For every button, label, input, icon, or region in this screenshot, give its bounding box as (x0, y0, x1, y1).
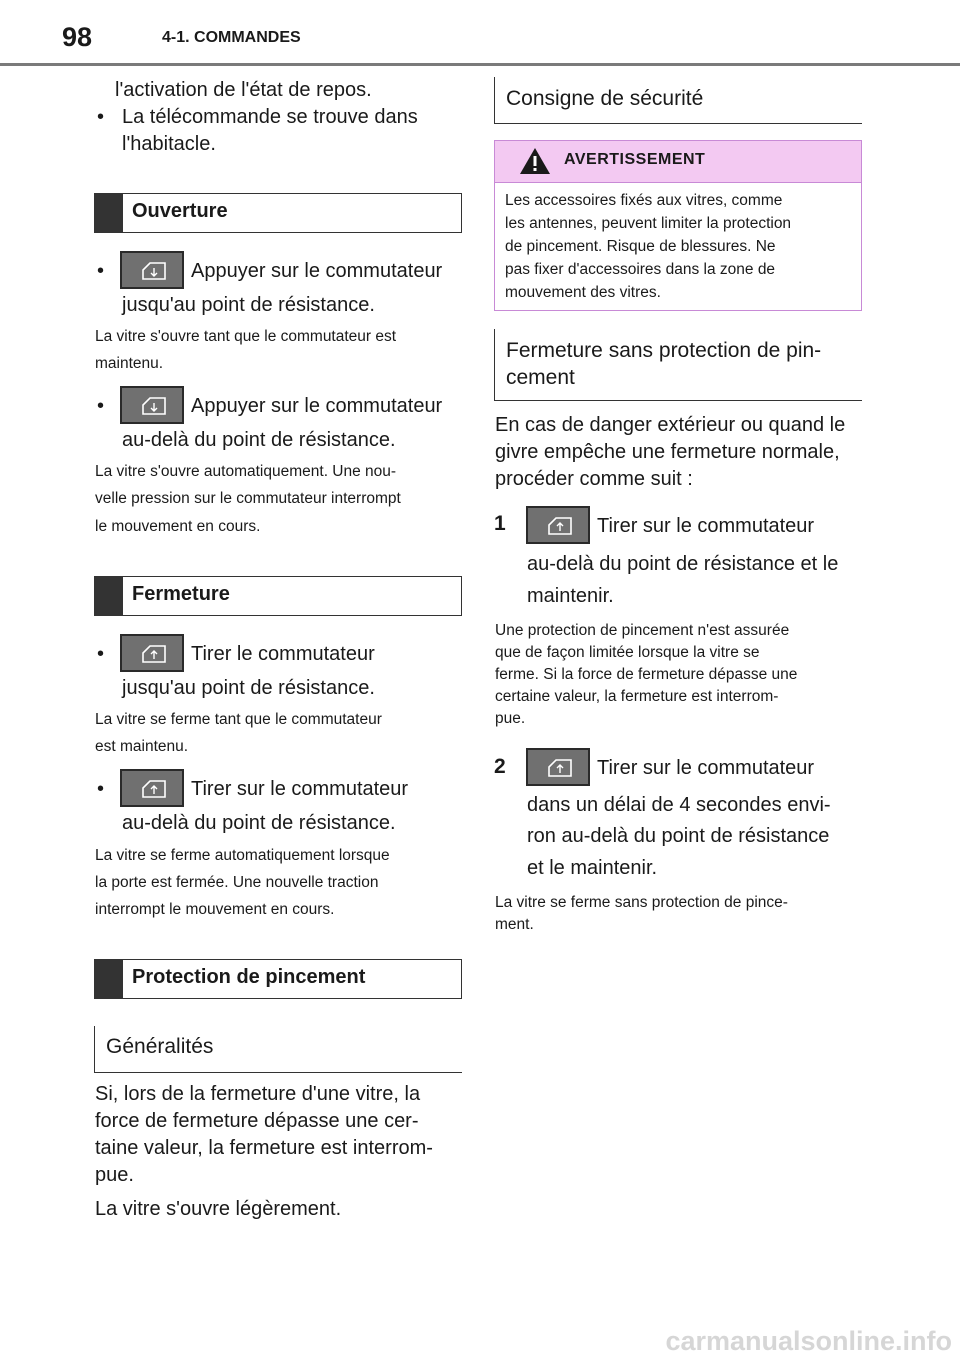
window-switch-icon (141, 396, 167, 416)
section-bar (95, 577, 123, 615)
section-fermeture (94, 576, 462, 616)
paragraph-line: givre empêche une fermeture normale, (495, 441, 840, 463)
bullet-dot: • (97, 260, 105, 282)
window-switch-icon (141, 644, 167, 664)
note-line: certaine valeur, la fermeture est interrom- (495, 688, 779, 705)
item-text: Tirer le commutateur (191, 643, 375, 665)
paragraph-line: En cas de danger extérieur ou quand le (495, 414, 846, 436)
bullet-dot: • (97, 778, 105, 800)
step-text-cont: dans un délai de 4 secondes envi- (527, 794, 831, 816)
item-text-cont: au-delà du point de résistance. (122, 429, 396, 451)
subsection-no-pinch (494, 329, 862, 401)
bullet-dot: • (97, 106, 105, 128)
warning-line: Les accessoires fixés aux vitres, comme (505, 192, 783, 209)
note-line: La vitre s'ouvre tant que le commutateur est (95, 328, 397, 345)
warning-triangle-icon (519, 147, 551, 175)
warning-box (494, 140, 862, 311)
item-text-cont: jusqu'au point de résistance. (122, 677, 375, 699)
note-line: la porte est fermée. Une nouvelle traction (95, 874, 379, 891)
paragraph-line: procéder comme suit : (495, 468, 693, 490)
window-switch-icon (141, 779, 167, 799)
section-label: Ouverture (132, 200, 228, 222)
note-line: La vitre s'ouvre automatiquement. Une nou- (95, 463, 397, 480)
subsection-label: Consigne de sécurité (506, 87, 704, 110)
subsection-safety (494, 77, 862, 124)
item-text: Appuyer sur le commutateur (191, 260, 443, 282)
subsection-label: Fermeture sans protection de pin- (506, 339, 822, 362)
window-switch-button[interactable] (526, 748, 590, 786)
step-text-cont: au-delà du point de résistance et le (527, 553, 839, 575)
intro-line: l'activation de l'état de repos. (115, 79, 372, 101)
section-bar (95, 194, 123, 232)
note-line: maintenu. (95, 355, 164, 372)
note-line: interrompt le mouvement en cours. (95, 901, 335, 918)
note-line: La vitre se ferme sans protection de pince- (495, 894, 788, 911)
item-text: Tirer sur le commutateur (191, 778, 409, 800)
step-number: 1 (494, 512, 506, 535)
window-switch-button[interactable] (120, 251, 184, 289)
note-line: La vitre se ferme automatiquement lorsque (95, 847, 390, 864)
subsection-label: Généralités (106, 1035, 214, 1058)
note-line: ment. (495, 916, 534, 933)
window-switch-button[interactable] (120, 386, 184, 424)
warning-title: AVERTISSEMENT (564, 151, 706, 168)
step-text: Tirer sur le commutateur (597, 515, 815, 537)
window-switch-icon (547, 516, 573, 536)
step-text-cont: ron au-delà du point de résistance (527, 825, 830, 847)
watermark: carmanualsonline.info (665, 1326, 952, 1356)
step-text: Tirer sur le commutateur (597, 757, 815, 779)
subsection-label-cont: cement (506, 366, 575, 389)
note-line: que de façon limitée lorsque la vitre se (495, 644, 760, 661)
paragraph-line: pue. (95, 1164, 134, 1186)
warning-line: pas fixer d'accessoires dans la zone de (505, 261, 776, 278)
note-line: Une protection de pincement n'est assurée (495, 622, 790, 639)
note-line: le mouvement en cours. (95, 518, 261, 535)
item-text: Appuyer sur le commutateur (191, 395, 443, 417)
warning-line: les antennes, peuvent limiter la protection (505, 215, 792, 232)
step-text-cont: maintenir. (527, 585, 614, 607)
note-line: velle pression sur le commutateur interrompt (95, 490, 401, 507)
paragraph-line: Si, lors de la fermeture d'une vitre, la (95, 1083, 421, 1105)
note-line: est maintenu. (95, 738, 189, 755)
note-line: La vitre se ferme tant que le commutateur (95, 711, 382, 728)
warning-text (505, 189, 850, 304)
warning-line: de pincement. Risque de blessures. Ne (505, 238, 776, 255)
section-bar (95, 960, 123, 998)
section-ouverture (94, 193, 462, 233)
section-label: Protection de pincement (132, 966, 366, 988)
section-label: Fermeture (132, 583, 230, 605)
intro-bullet-cont: l'habitacle. (122, 133, 216, 155)
intro-bullet: La télécommande se trouve dans (122, 106, 418, 128)
item-text-cont: au-delà du point de résistance. (122, 812, 396, 834)
page-number: 98 (62, 22, 93, 52)
paragraph-line: taine valeur, la fermeture est interrom- (95, 1137, 433, 1159)
warning-line: mouvement des vitres. (505, 284, 661, 301)
item-text-cont: jusqu'au point de résistance. (122, 294, 375, 316)
window-switch-icon (141, 261, 167, 281)
warning-header (495, 141, 861, 183)
header-divider (0, 63, 960, 66)
paragraph-line: force de fermeture dépasse une cer- (95, 1110, 419, 1132)
section-title: 4-1. COMMANDES (162, 29, 301, 46)
step-text-cont: et le maintenir. (527, 857, 658, 879)
window-switch-icon (547, 758, 573, 778)
note-line: ferme. Si la force de fermeture dépasse une (495, 666, 798, 683)
subsection-generalites (94, 1026, 462, 1073)
note-line: pue. (495, 710, 526, 727)
paragraph-line: La vitre s'ouvre légèrement. (95, 1198, 342, 1220)
window-switch-button[interactable] (120, 769, 184, 807)
window-switch-button[interactable] (526, 506, 590, 544)
step-number: 2 (494, 755, 506, 778)
window-switch-button[interactable] (120, 634, 184, 672)
bullet-dot: • (97, 395, 105, 417)
bullet-dot: • (97, 643, 105, 665)
section-protection (94, 959, 462, 999)
